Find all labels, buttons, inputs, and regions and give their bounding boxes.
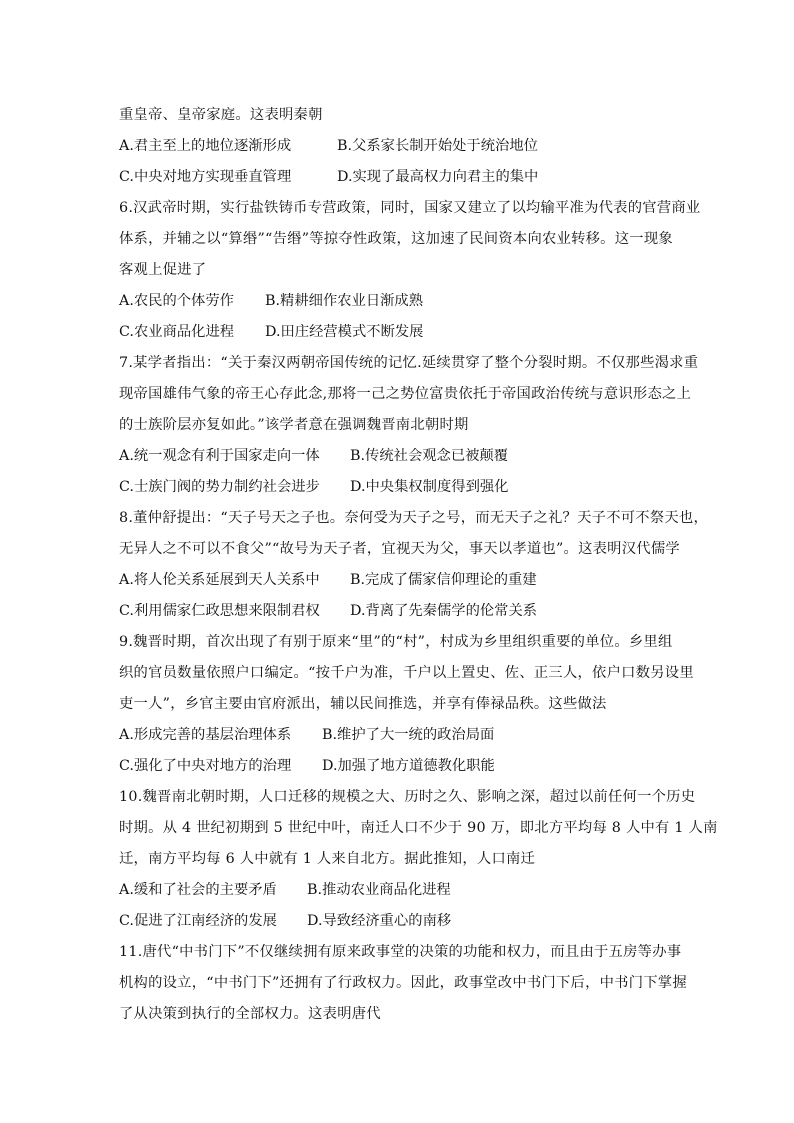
option-c: C.中央对地方实现垂直管理 bbox=[119, 169, 292, 185]
question-7-stem-line: 的士族阶层亦复如此。”该学者意在强调魏晋南北朝时期 bbox=[119, 417, 469, 433]
option-a: A.形成完善的基层治理体系 bbox=[119, 727, 292, 743]
question-8-options-row-2 bbox=[119, 596, 679, 627]
question-9 bbox=[119, 627, 694, 782]
question-10-stem-line: 10.魏晋南北朝时期，人口迁移的规模之大、历时之久、影响之深，超过以前任何一个历史 bbox=[119, 789, 696, 805]
question-5 bbox=[119, 100, 679, 193]
question-5-options-row-2 bbox=[119, 162, 679, 193]
exam-page bbox=[119, 100, 718, 1030]
option-b: B.精耕细作农业日渐成熟 bbox=[265, 293, 424, 309]
question-8-stem-line: 无异人之不可以不食父”“故号为天子者，宜视天为父，事天以孝道也”。这表明汉代儒学 bbox=[119, 541, 680, 557]
option-d: D.导致经济重心的南移 bbox=[307, 913, 452, 929]
option-b: B.传统社会观念已被颠覆 bbox=[350, 448, 509, 464]
option-c: C.强化了中央对地方的治理 bbox=[119, 758, 292, 774]
option-c: C.农业商品化进程 bbox=[119, 324, 235, 340]
question-9-stem-line: 织的官员数量依照户口编定。“按千户为准，千户以上置史、佐、正三人，依户口数另设里 bbox=[119, 665, 694, 681]
question-5-stem-line: 重皇帝、皇帝家庭。这表明秦朝 bbox=[119, 107, 323, 123]
question-7-stem-line: 现帝国雄伟气象的帝王心存此念,那将一己之势位富贵依托于帝国政治传统与意识形态之上 bbox=[119, 386, 692, 402]
question-8-stem-line: 8.董仲舒提出：“天子号天之子也。奈何受为天子之号，而无天子之礼？天子不可不祭天也， bbox=[119, 510, 709, 526]
option-a: A.将人伦关系延展到天人关系中 bbox=[119, 572, 320, 588]
question-6 bbox=[119, 193, 701, 348]
question-9-stem-line: 吏一人”，乡官主要由官府派出，辅以民间推选，并享有俸禄品秩。这些做法 bbox=[119, 696, 607, 712]
option-b: B.完成了儒家信仰理论的重建 bbox=[350, 572, 537, 588]
question-10 bbox=[119, 782, 718, 937]
question-10-stem-line: 迁，南方平均每 6 人中就有 1 人来自北方。据此推知，人口南迁 bbox=[119, 851, 536, 867]
question-6-stem-line: 客观上促进了 bbox=[119, 262, 207, 278]
option-a: A.统一观念有利于国家走向一体 bbox=[119, 448, 320, 464]
option-b: B.维护了大一统的政治局面 bbox=[322, 727, 495, 743]
option-b: B.父系家长制开始处于统治地位 bbox=[337, 138, 538, 154]
question-8-options-row-1 bbox=[119, 565, 679, 596]
question-11-stem-line: 机构的设立，“中书门下”还拥有了行政权力。因此，政事堂改中书门下后，中书门下掌握 bbox=[119, 975, 687, 991]
option-a: A.君主至上的地位逐渐形成 bbox=[119, 138, 292, 154]
question-6-stem-line: 体系，并辅之以“算缗”“告缗”等掠夺性政策，这加速了民间资本向农业转移。这一现象 bbox=[119, 231, 673, 247]
question-9-stem-line: 9.魏晋时期，首次出现了有别于原来“里”的“村”，村成为乡里组织重要的单位。乡里组 bbox=[119, 634, 673, 650]
question-9-options-row-1 bbox=[119, 720, 679, 751]
option-a: A.缓和了社会的主要矛盾 bbox=[119, 882, 277, 898]
question-7-options-row-2 bbox=[119, 472, 679, 503]
question-10-options-row-1 bbox=[119, 875, 679, 906]
option-a: A.农民的个体劳作 bbox=[119, 293, 234, 309]
question-10-options-row-2 bbox=[119, 906, 679, 937]
question-9-options-row-2 bbox=[119, 751, 679, 782]
option-b: B.推动农业商品化进程 bbox=[307, 882, 451, 898]
question-5-options-row-1 bbox=[119, 131, 679, 162]
question-7-stem-line: 7.某学者指出：“关于秦汉两朝帝国传统的记忆.延续贯穿了整个分裂时期。不仅那些渴求重 bbox=[119, 355, 699, 371]
question-6-stem-line: 6.汉武帝时期，实行盐铁铸币专营政策，同时，国家又建立了以均输平准为代表的官营商业 bbox=[119, 200, 701, 216]
option-d: D.实现了最高权力向君主的集中 bbox=[337, 169, 539, 185]
question-11-stem-line: 了从决策到执行的全部权力。这表明唐代 bbox=[119, 1006, 381, 1022]
question-11-stem-line: 11.唐代“中书门下”不仅继续拥有原来政事堂的决策的功能和权力，而且由于五房等办事 bbox=[119, 944, 682, 960]
question-6-options-row-1 bbox=[119, 286, 679, 317]
question-11 bbox=[119, 937, 687, 1030]
question-7-options-row-1 bbox=[119, 441, 679, 472]
option-d: D.田庄经营模式不断发展 bbox=[265, 324, 424, 340]
question-10-stem-line: 时期。从 4 世纪初期到 5 世纪中叶，南迁人口不少于 90 万，即北方平均每 8 人中有 1 人南 bbox=[119, 820, 718, 836]
option-c: C.利用儒家仁政思想来限制君权 bbox=[119, 603, 320, 619]
question-7 bbox=[119, 348, 699, 503]
question-6-options-row-2 bbox=[119, 317, 679, 348]
option-d: D.加强了地方道德教化职能 bbox=[322, 758, 495, 774]
option-c: C.促进了江南经济的发展 bbox=[119, 913, 277, 929]
option-c: C.士族门阀的势力制约社会进步 bbox=[119, 479, 320, 495]
question-8 bbox=[119, 503, 709, 627]
option-d: D.背离了先秦儒学的伦常关系 bbox=[350, 603, 538, 619]
option-d: D.中央集权制度得到强化 bbox=[350, 479, 509, 495]
